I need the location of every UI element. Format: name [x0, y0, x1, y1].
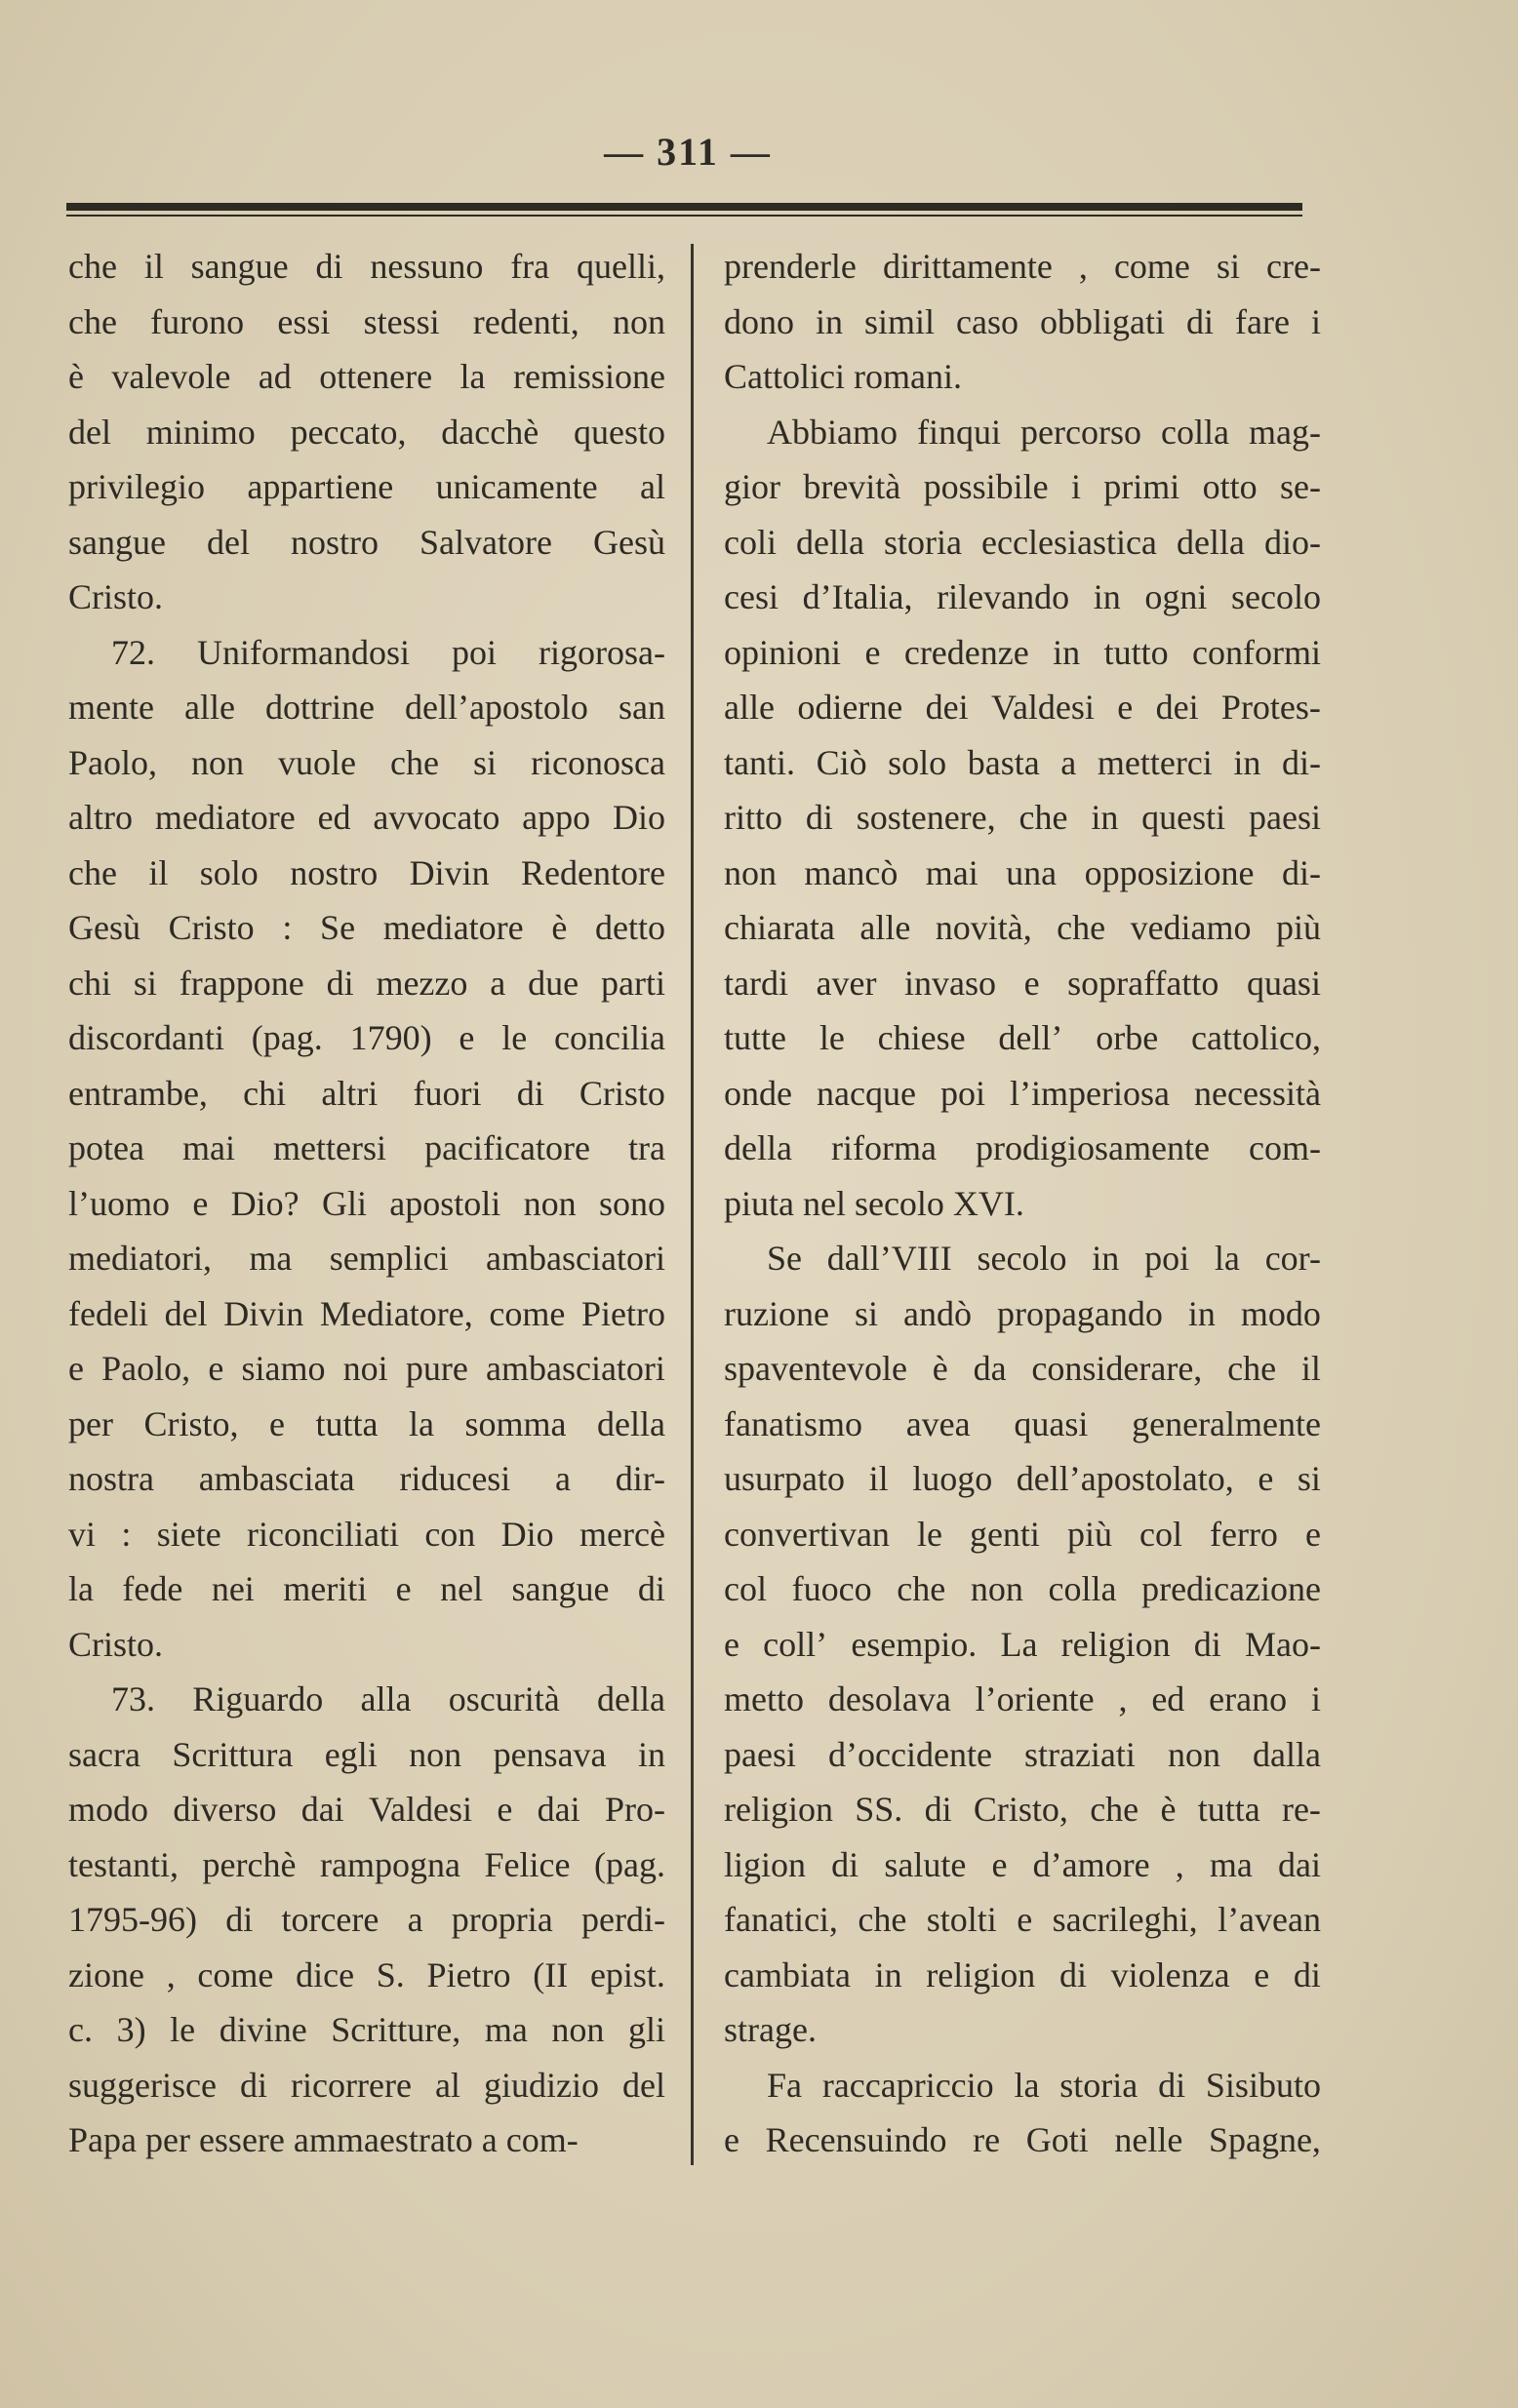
text-line: opinioni e credenze in tutto conformi	[724, 632, 1321, 672]
text-line: che il solo nostro Divin Redentore	[68, 852, 665, 892]
text-line: e coll’ esempio. La religion di Mao-	[724, 1624, 1321, 1664]
text-line: 72. Uniformandosi poi rigorosa-	[111, 632, 665, 672]
text-line: vi : siete riconciliati con Dio mercè	[68, 1514, 665, 1554]
text-line: fanatici, che stolti e sacrileghi, l’avean	[724, 1900, 1321, 1939]
text-line: della riforma prodigiosamente com-	[724, 1128, 1321, 1167]
text-line: col fuoco che non colla predicazione	[724, 1569, 1321, 1608]
text-line: tardi aver invaso e sopraffatto quasi	[724, 963, 1321, 1003]
text-line: modo diverso dai Valdesi e dai Pro-	[68, 1790, 665, 1829]
text-line: coli della storia ecclesiastica della dio-	[724, 522, 1321, 562]
text-line: potea mai mettersi pacificatore tra	[68, 1128, 665, 1167]
header-rule-thin	[66, 215, 1302, 217]
header-rule	[66, 203, 1302, 211]
text-line: testanti, perchè rampogna Felice (pag.	[68, 1844, 665, 1884]
text-line: paesi d’occidente straziati non dalla	[724, 1734, 1321, 1774]
text-line: 1795-96) di torcere a propria perdi-	[68, 1900, 665, 1939]
text-line: c. 3) le divine Scritture, ma non gli	[68, 2010, 665, 2049]
text-line: Cristo.	[68, 577, 164, 616]
text-line: spaventevole è da considerare, che il	[724, 1349, 1321, 1388]
text-line: tanti. Ciò solo basta a metterci in di-	[724, 742, 1321, 782]
text-line: sangue del nostro Salvatore Gesù	[68, 522, 665, 562]
text-line: sacra Scrittura egli non pensava in	[68, 1734, 665, 1774]
text-line: ruzione si andò propagando in modo	[724, 1293, 1321, 1333]
text-line: e Recensuindo re Goti nelle Spagne,	[724, 2120, 1321, 2159]
text-line: chi si frappone di mezzo a due parti	[68, 963, 665, 1003]
text-line: cambiata in religion di violenza e di	[724, 1954, 1321, 1994]
text-line: discordanti (pag. 1790) e le concilia	[68, 1018, 665, 1057]
text-line: Se dall’VIII secolo in poi la cor-	[767, 1239, 1321, 1278]
text-line: la fede nei meriti e nel sangue di	[68, 1569, 665, 1608]
text-line: religion SS. di Cristo, che è tutta re-	[724, 1790, 1321, 1829]
text-line: l’uomo e Dio? Gli apostoli non sono	[68, 1183, 665, 1223]
text-line: strage.	[724, 2010, 817, 2049]
text-line: prenderle dirittamente , come si cre-	[724, 247, 1321, 286]
text-line: piuta nel secolo XVI.	[724, 1183, 1024, 1223]
text-line: e Paolo, e siamo noi pure ambasciatori	[68, 1349, 665, 1388]
text-line: Gesù Cristo : Se mediatore è detto	[68, 908, 665, 947]
text-line: del minimo peccato, dacchè questo	[68, 412, 665, 452]
text-line: mente alle dottrine dell’apostolo san	[68, 688, 665, 727]
text-line: metto desolava l’oriente , ed erano i	[724, 1679, 1321, 1718]
text-line: è valevole ad ottenere la remissione	[68, 357, 665, 396]
text-line: onde nacque poi l’imperiosa necessità	[724, 1073, 1321, 1113]
text-line: usurpato il luogo dell’apostolato, e si	[724, 1459, 1321, 1498]
text-line: per Cristo, e tutta la somma della	[68, 1403, 665, 1443]
text-line: convertivan le genti più col ferro e	[724, 1514, 1321, 1554]
text-line: alle odierne dei Valdesi e dei Protes-	[724, 688, 1321, 727]
text-line: privilegio appartiene unicamente al	[68, 467, 665, 506]
text-line: non mancò mai una opposizione di-	[724, 852, 1321, 892]
text-line: fanatismo avea quasi generalmente	[724, 1403, 1321, 1443]
text-line: cesi d’Italia, rilevando in ogni secolo	[724, 577, 1321, 616]
column-divider	[691, 244, 694, 2165]
text-line: entrambe, chi altri fuori di Cristo	[68, 1073, 665, 1113]
text-line: ritto di sostenere, che in questi paesi	[724, 798, 1321, 837]
text-line: Fa raccapriccio la storia di Sisibuto	[767, 2065, 1321, 2105]
text-line: Paolo, non vuole che si riconosca	[68, 742, 665, 782]
left-column	[68, 239, 665, 2168]
text-line: Cristo.	[68, 1624, 164, 1664]
text-line: mediatori, ma semplici ambasciatori	[68, 1239, 665, 1278]
text-line: dono in simil caso obbligati di fare i	[724, 301, 1321, 341]
text-line: che il sangue di nessuno fra quelli,	[68, 247, 665, 286]
text-line: altro mediatore ed avvocato appo Dio	[68, 798, 665, 837]
text-line: chiarata alle novità, che vediamo più	[724, 908, 1321, 947]
text-line: Papa per essere ammaestrato a com-	[68, 2120, 579, 2159]
page-number: — 311 —	[604, 130, 772, 174]
text-line: suggerisce di ricorrere al giudizio del	[68, 2065, 665, 2105]
text-line: zione , come dice S. Pietro (II epist.	[68, 1954, 665, 1994]
text-line: fedeli del Divin Mediatore, come Pietro	[68, 1293, 665, 1333]
text-line: Abbiamo finqui percorso colla mag-	[767, 412, 1321, 452]
text-line: nostra ambasciata riducesi a dir-	[68, 1459, 665, 1498]
text-line: che furono essi stessi redenti, non	[68, 301, 665, 341]
text-line: gior brevità possibile i primi otto se-	[724, 467, 1321, 506]
text-line: Cattolici romani.	[724, 357, 962, 396]
text-line: ligion di salute e d’amore , ma dai	[724, 1844, 1321, 1884]
text-line: 73. Riguardo alla oscurità della	[111, 1679, 665, 1718]
text-line: tutte le chiese dell’ orbe cattolico,	[724, 1018, 1321, 1057]
right-column	[724, 239, 1321, 2168]
